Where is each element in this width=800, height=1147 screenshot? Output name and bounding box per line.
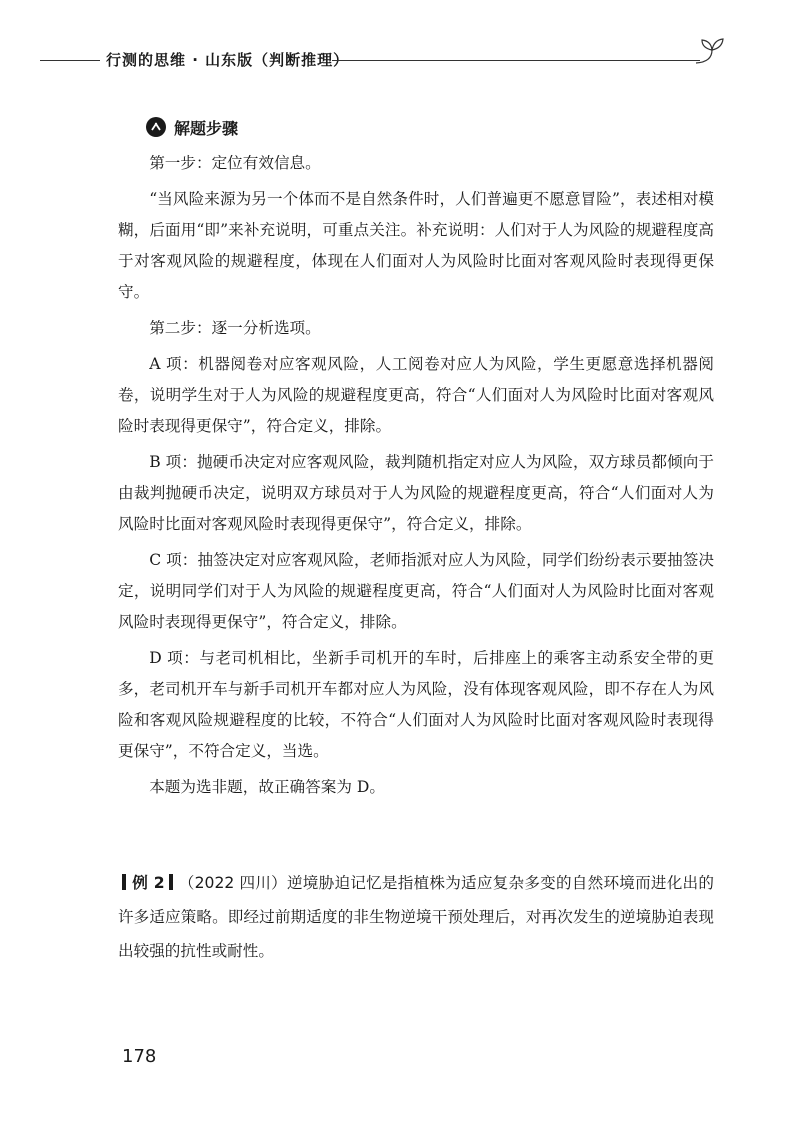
example-label: 例 2 — [132, 874, 165, 892]
paragraph-option-b: B 项：抛硬币决定对应客观风险，裁判随机指定对应人为风险，双方球员都倾向于由裁判抛硬币决定，说明双方球员对于人为风险的规避程度更高，符合“人们面对人为风险时比面对客观风险时表现得更保守”，符合定义，排除。 — [118, 453, 714, 533]
paragraph-option-a: A 项：机器阅卷对应客观风险，人工阅卷对应人为风险，学生更愿意选择机器阅卷，说明学生对于人为风险的规避程度更高，符合“人们面对人为风险时比面对客观风险时表现得更保守”，符合定义，排除。 — [118, 355, 714, 435]
example-text: 逆境胁迫记忆是指植株为适应复杂多变的自然环境而进化出的许多适应策略。即经过前期适度的非生物逆境干预处理后，对再次发生的逆境胁迫表现出较强的抗性或耐性。 — [118, 874, 714, 960]
header-rule-right — [332, 60, 700, 61]
hint-icon — [146, 117, 166, 137]
paragraph-option-d: D 项：与老司机相比，坐新手司机开的车时，后排座上的乘客主动系安全带的更多，老司机开车与新手司机开车都对应人为风险，没有体现客观风险，即不存在人为风险和客观风险规避程度的比较，不符合“人们面对人为风险时比面对客观风险时表现得更保守”，不符合定义，当选。 — [118, 649, 714, 760]
page-number: 178 — [122, 1046, 157, 1067]
section-heading-label: 解题步骤 — [174, 118, 239, 138]
example-bar-right — [169, 874, 173, 890]
running-title: 行测的思维 · 山东版（判断推理） — [106, 51, 350, 69]
example-question — [118, 866, 714, 968]
paragraph-answer: 本题为选非题，故正确答案为 D。 — [149, 778, 385, 796]
paragraph-analysis: “当风险来源为另一个体而不是自然条件时，人们普遍更不愿意冒险”，表述相对模糊，后面用“即”来补充说明，可重点关注。补充说明：人们对于人为风险的规避程度高于对客观风险的规避程度，体现在人们面对人为风险时比面对客观风险时表现得更保守。 — [118, 190, 714, 301]
running-header — [40, 44, 726, 76]
section-heading — [146, 114, 238, 140]
example-bar-left — [122, 874, 126, 890]
sprout-icon — [692, 36, 726, 64]
paragraph-step-1: 第一步：定位有效信息。 — [149, 154, 321, 172]
paragraph-option-c: C 项：抽签决定对应客观风险，老师指派对应人为风险，同学们纷纷表示要抽签决定，说明同学们对于人为风险的规避程度更高，符合“人们面对人为风险时比面对客观风险时表现得更保守”，符合定义，排除。 — [118, 551, 714, 631]
example-source: （2022 四川） — [178, 874, 287, 892]
header-rule-left — [40, 60, 100, 61]
solution-body — [118, 148, 714, 808]
paragraph-step-2: 第二步：逐一分析选项。 — [149, 319, 321, 337]
